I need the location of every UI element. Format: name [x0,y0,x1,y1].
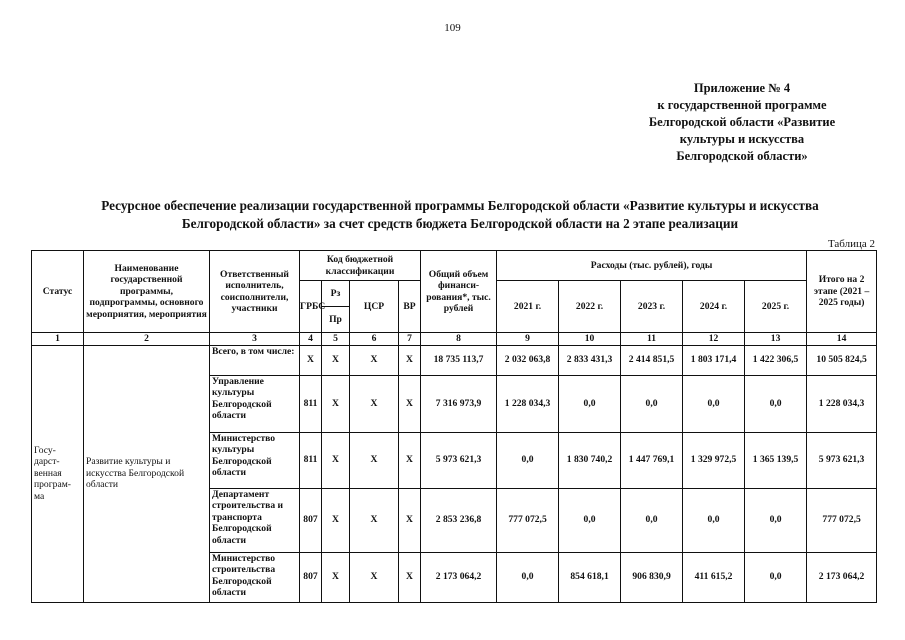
year-2025-cell: 0,0 [745,375,807,432]
column-number: 8 [421,333,497,346]
header-grbs: ГРБС [300,281,322,333]
header-expenses: Расходы (тыс. рублей), годы [497,251,807,281]
executor-cell: Министерство строительства Белгородской области [210,552,300,602]
year-2025-cell: 0,0 [745,552,807,602]
executor-cell: Всего, в том числе: [210,345,300,375]
table-label: Таблица 2 [827,238,875,250]
rz-cell: Х [322,375,350,432]
year-2023-cell: 0,0 [621,375,683,432]
grbs-cell: 807 [300,552,322,602]
total-cell: 7 316 973,9 [421,375,497,432]
year-2024-cell: 1 803 171,4 [683,345,745,375]
title-line-1: Ресурсное обеспечение реализации государственной программы Белгородской области «Развитие культуры и искусства [101,198,819,213]
resource-table [31,250,877,603]
year-2023-cell: 2 414 851,5 [621,345,683,375]
year-2025-cell: 1 365 139,5 [745,432,807,488]
column-number-row [32,333,877,346]
header-status: Статус [32,251,84,333]
column-number: 10 [559,333,621,346]
itogo-cell: 1 228 034,3 [807,375,877,432]
header-year-2025: 2025 г. [745,281,807,333]
table-row [32,345,877,375]
year-2021-cell: 0,0 [497,552,559,602]
csr-cell: Х [350,345,399,375]
year-2024-cell: 411 615,2 [683,552,745,602]
csr-cell: Х [350,488,399,552]
year-2022-cell: 0,0 [559,488,621,552]
column-number: 11 [621,333,683,346]
year-2024-cell: 0,0 [683,375,745,432]
year-2022-cell: 854 618,1 [559,552,621,602]
year-2023-cell: 0,0 [621,488,683,552]
appendix-line: Приложение № 4 [693,81,791,95]
vr-cell: Х [399,552,421,602]
executor-cell: Управление культуры Белгородской области [210,375,300,432]
header-vr: ВР [399,281,421,333]
year-2022-cell: 2 833 431,3 [559,345,621,375]
year-2021-cell: 1 228 034,3 [497,375,559,432]
executor-cell: Министерство культуры Белгородской области [210,432,300,488]
appendix-line: к государственной программе [657,98,827,112]
executor-cell: Департамент строительства и транспорта Белгородской области [210,488,300,552]
grbs-cell: 807 [300,488,322,552]
year-2022-cell: 0,0 [559,375,621,432]
rz-cell: Х [322,488,350,552]
column-number: 5 [322,333,350,346]
rz-cell: Х [322,552,350,602]
year-2022-cell: 1 830 740,2 [559,432,621,488]
year-2021-cell: 0,0 [497,432,559,488]
header-rz: Рз [322,281,350,307]
column-number: 4 [300,333,322,346]
title-line-2: Белгородской области» за счет средств бюджета Белгородской области на 2 этапе реализации [181,216,739,231]
grbs-cell: Х [300,345,322,375]
header-total-volume: Общий объем финанси-рования*, тыс. рублей [421,251,497,333]
grbs-cell: 811 [300,375,322,432]
header-name: Наименование государственной программы, подпрограммы, основного мероприятия, мероприятия [84,251,210,333]
year-2024-cell: 1 329 972,5 [683,432,745,488]
appendix-line: Белгородской области» [676,149,808,163]
column-number: 14 [807,333,877,346]
header-year-2024: 2024 г. [683,281,745,333]
column-number: 6 [350,333,399,346]
column-number: 13 [745,333,807,346]
program-status: Госу-дарст-венная програм-ма [32,345,84,602]
year-2021-cell: 777 072,5 [497,488,559,552]
header-year-2023: 2023 г. [621,281,683,333]
rz-cell: Х [322,345,350,375]
year-2023-cell: 1 447 769,1 [621,432,683,488]
year-2024-cell: 0,0 [683,488,745,552]
total-cell: 18 735 113,7 [421,345,497,375]
appendix-line: Белгородской области «Развитие [648,115,836,129]
document-title [40,197,880,233]
header-pr: Пр [322,307,350,333]
page-number: 109 [444,22,461,34]
program-name: Развитие культуры и искусства Белгородской области [84,345,210,602]
itogo-cell: 5 973 621,3 [807,432,877,488]
column-number: 9 [497,333,559,346]
itogo-cell: 10 505 824,5 [807,345,877,375]
rz-cell: Х [322,432,350,488]
header-year-2021: 2021 г. [497,281,559,333]
year-2025-cell: 0,0 [745,488,807,552]
year-2025-cell: 1 422 306,5 [745,345,807,375]
column-number: 3 [210,333,300,346]
header-budget-code: Код бюджетной классификации [300,251,421,281]
itogo-cell: 2 173 064,2 [807,552,877,602]
vr-cell: Х [399,345,421,375]
csr-cell: Х [350,375,399,432]
total-cell: 2 173 064,2 [421,552,497,602]
header-executor: Ответственный исполнитель, соисполнители, участники [210,251,300,333]
header-csr: ЦСР [350,281,399,333]
appendix-heading [627,80,857,165]
year-2021-cell: 2 032 063,8 [497,345,559,375]
header-itogo: Итого на 2 этапе (2021 – 2025 годы) [807,251,877,333]
itogo-cell: 777 072,5 [807,488,877,552]
year-2023-cell: 906 830,9 [621,552,683,602]
csr-cell: Х [350,432,399,488]
column-number: 7 [399,333,421,346]
total-cell: 5 973 621,3 [421,432,497,488]
header-year-2022: 2022 г. [559,281,621,333]
vr-cell: Х [399,432,421,488]
vr-cell: Х [399,375,421,432]
column-number: 2 [84,333,210,346]
column-number: 1 [32,333,84,346]
csr-cell: Х [350,552,399,602]
column-number: 12 [683,333,745,346]
grbs-cell: 811 [300,432,322,488]
total-cell: 2 853 236,8 [421,488,497,552]
appendix-line: культуры и искусства [679,132,805,146]
vr-cell: Х [399,488,421,552]
